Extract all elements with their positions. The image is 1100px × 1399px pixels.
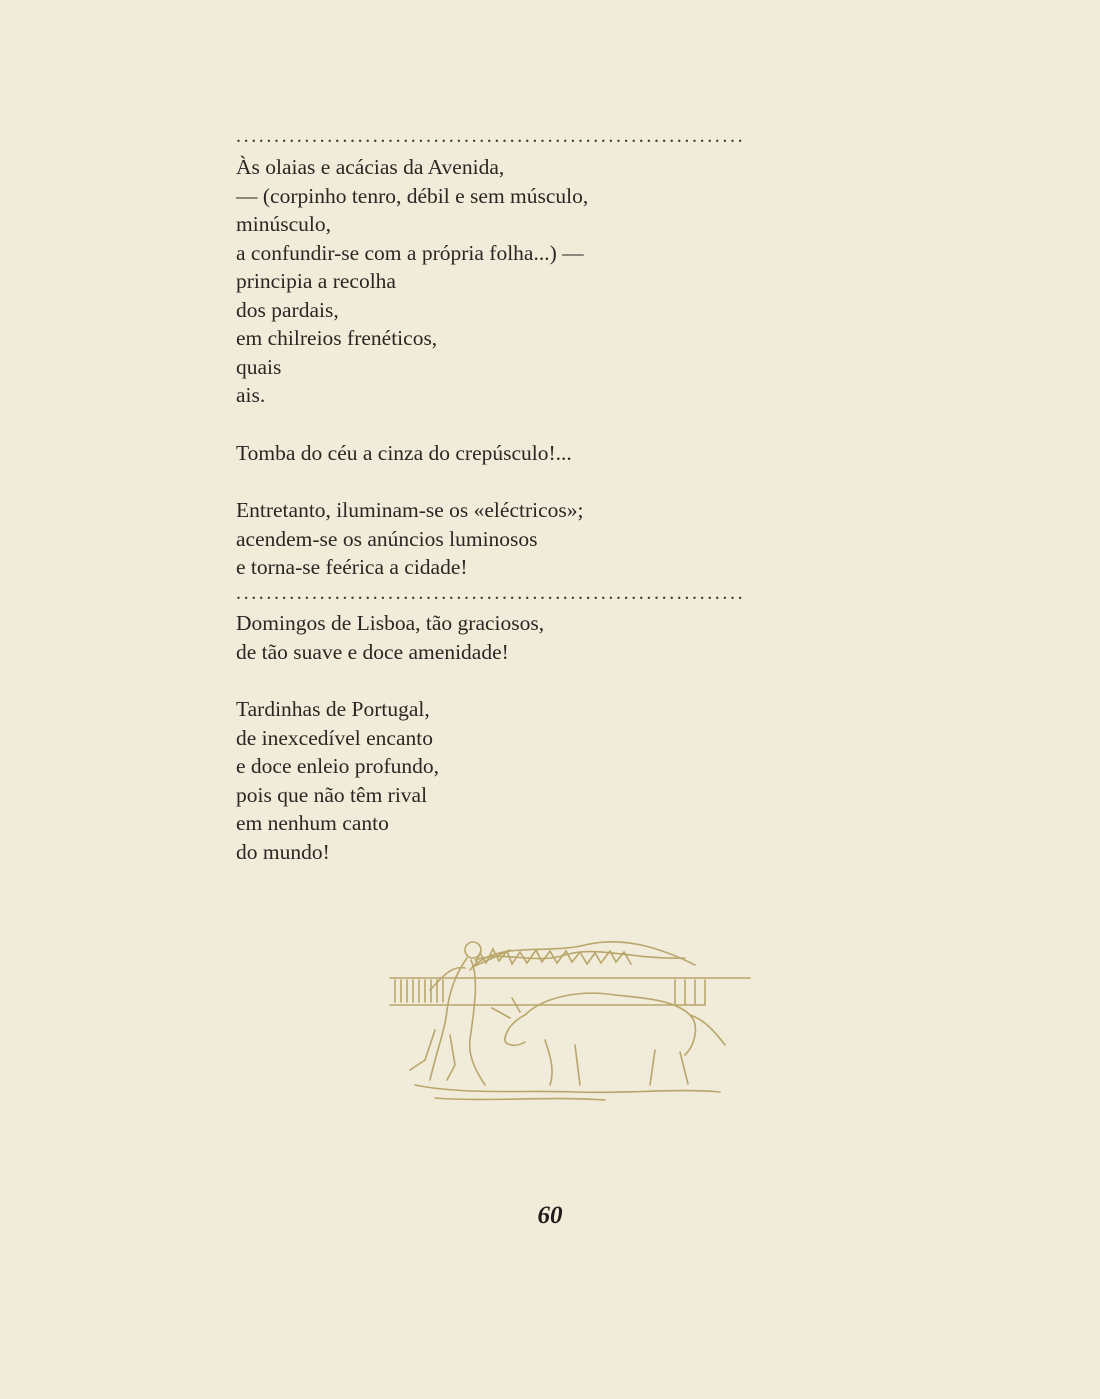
poem-line: em nenhum canto xyxy=(236,811,389,835)
poem-line: acendem-se os anúncios luminosos xyxy=(236,526,538,551)
poem-line: dos pardais, xyxy=(236,297,339,322)
poem-line: principia a recolha xyxy=(236,269,396,293)
poem-line: e doce enleio profundo, xyxy=(236,754,439,778)
bullfight-illustration-icon xyxy=(375,920,755,1120)
poem-line: Tardinhas de Portugal, xyxy=(236,697,430,721)
stanza-gap xyxy=(236,467,876,496)
stanza-gap xyxy=(236,666,876,695)
poem-line: Domingos de Lisboa, tão graciosos, xyxy=(236,611,545,635)
dotted-separator-middle: ................................................................... xyxy=(236,583,746,603)
poem-line: a confundir-se com a própria folha...) — xyxy=(236,240,584,265)
poem-line: e torna-se feérica a cidade! xyxy=(236,555,468,579)
poem-block-2 xyxy=(236,609,876,866)
poem-line: em chilreios frenéticos, xyxy=(236,326,438,350)
poem-line: — (corpinho tenro, débil e sem músculo, xyxy=(236,183,589,208)
poem-line: de inexcedível encanto xyxy=(236,725,433,750)
poem-line: pois que não têm rival xyxy=(236,782,428,807)
poem-block-1 xyxy=(236,153,876,582)
poem-line: do mundo! xyxy=(236,839,330,864)
page-number: 60 xyxy=(537,1202,563,1229)
poem-line: ais. xyxy=(236,383,266,407)
poem-line: minúsculo, xyxy=(236,212,331,236)
poem-line: de tão suave e doce amenidade! xyxy=(236,639,509,664)
dotted-separator-top: ................................................................... xyxy=(236,126,746,146)
poem-line: quais xyxy=(236,354,282,379)
poem-line: Entretanto, iluminam-se os «eléctricos»; xyxy=(236,498,584,522)
poem-line: Tomba do céu a cinza do crepúsculo!... xyxy=(236,440,572,465)
stanza-gap xyxy=(236,410,876,439)
poem-line: Às olaias e acácias da Avenida, xyxy=(236,155,505,179)
